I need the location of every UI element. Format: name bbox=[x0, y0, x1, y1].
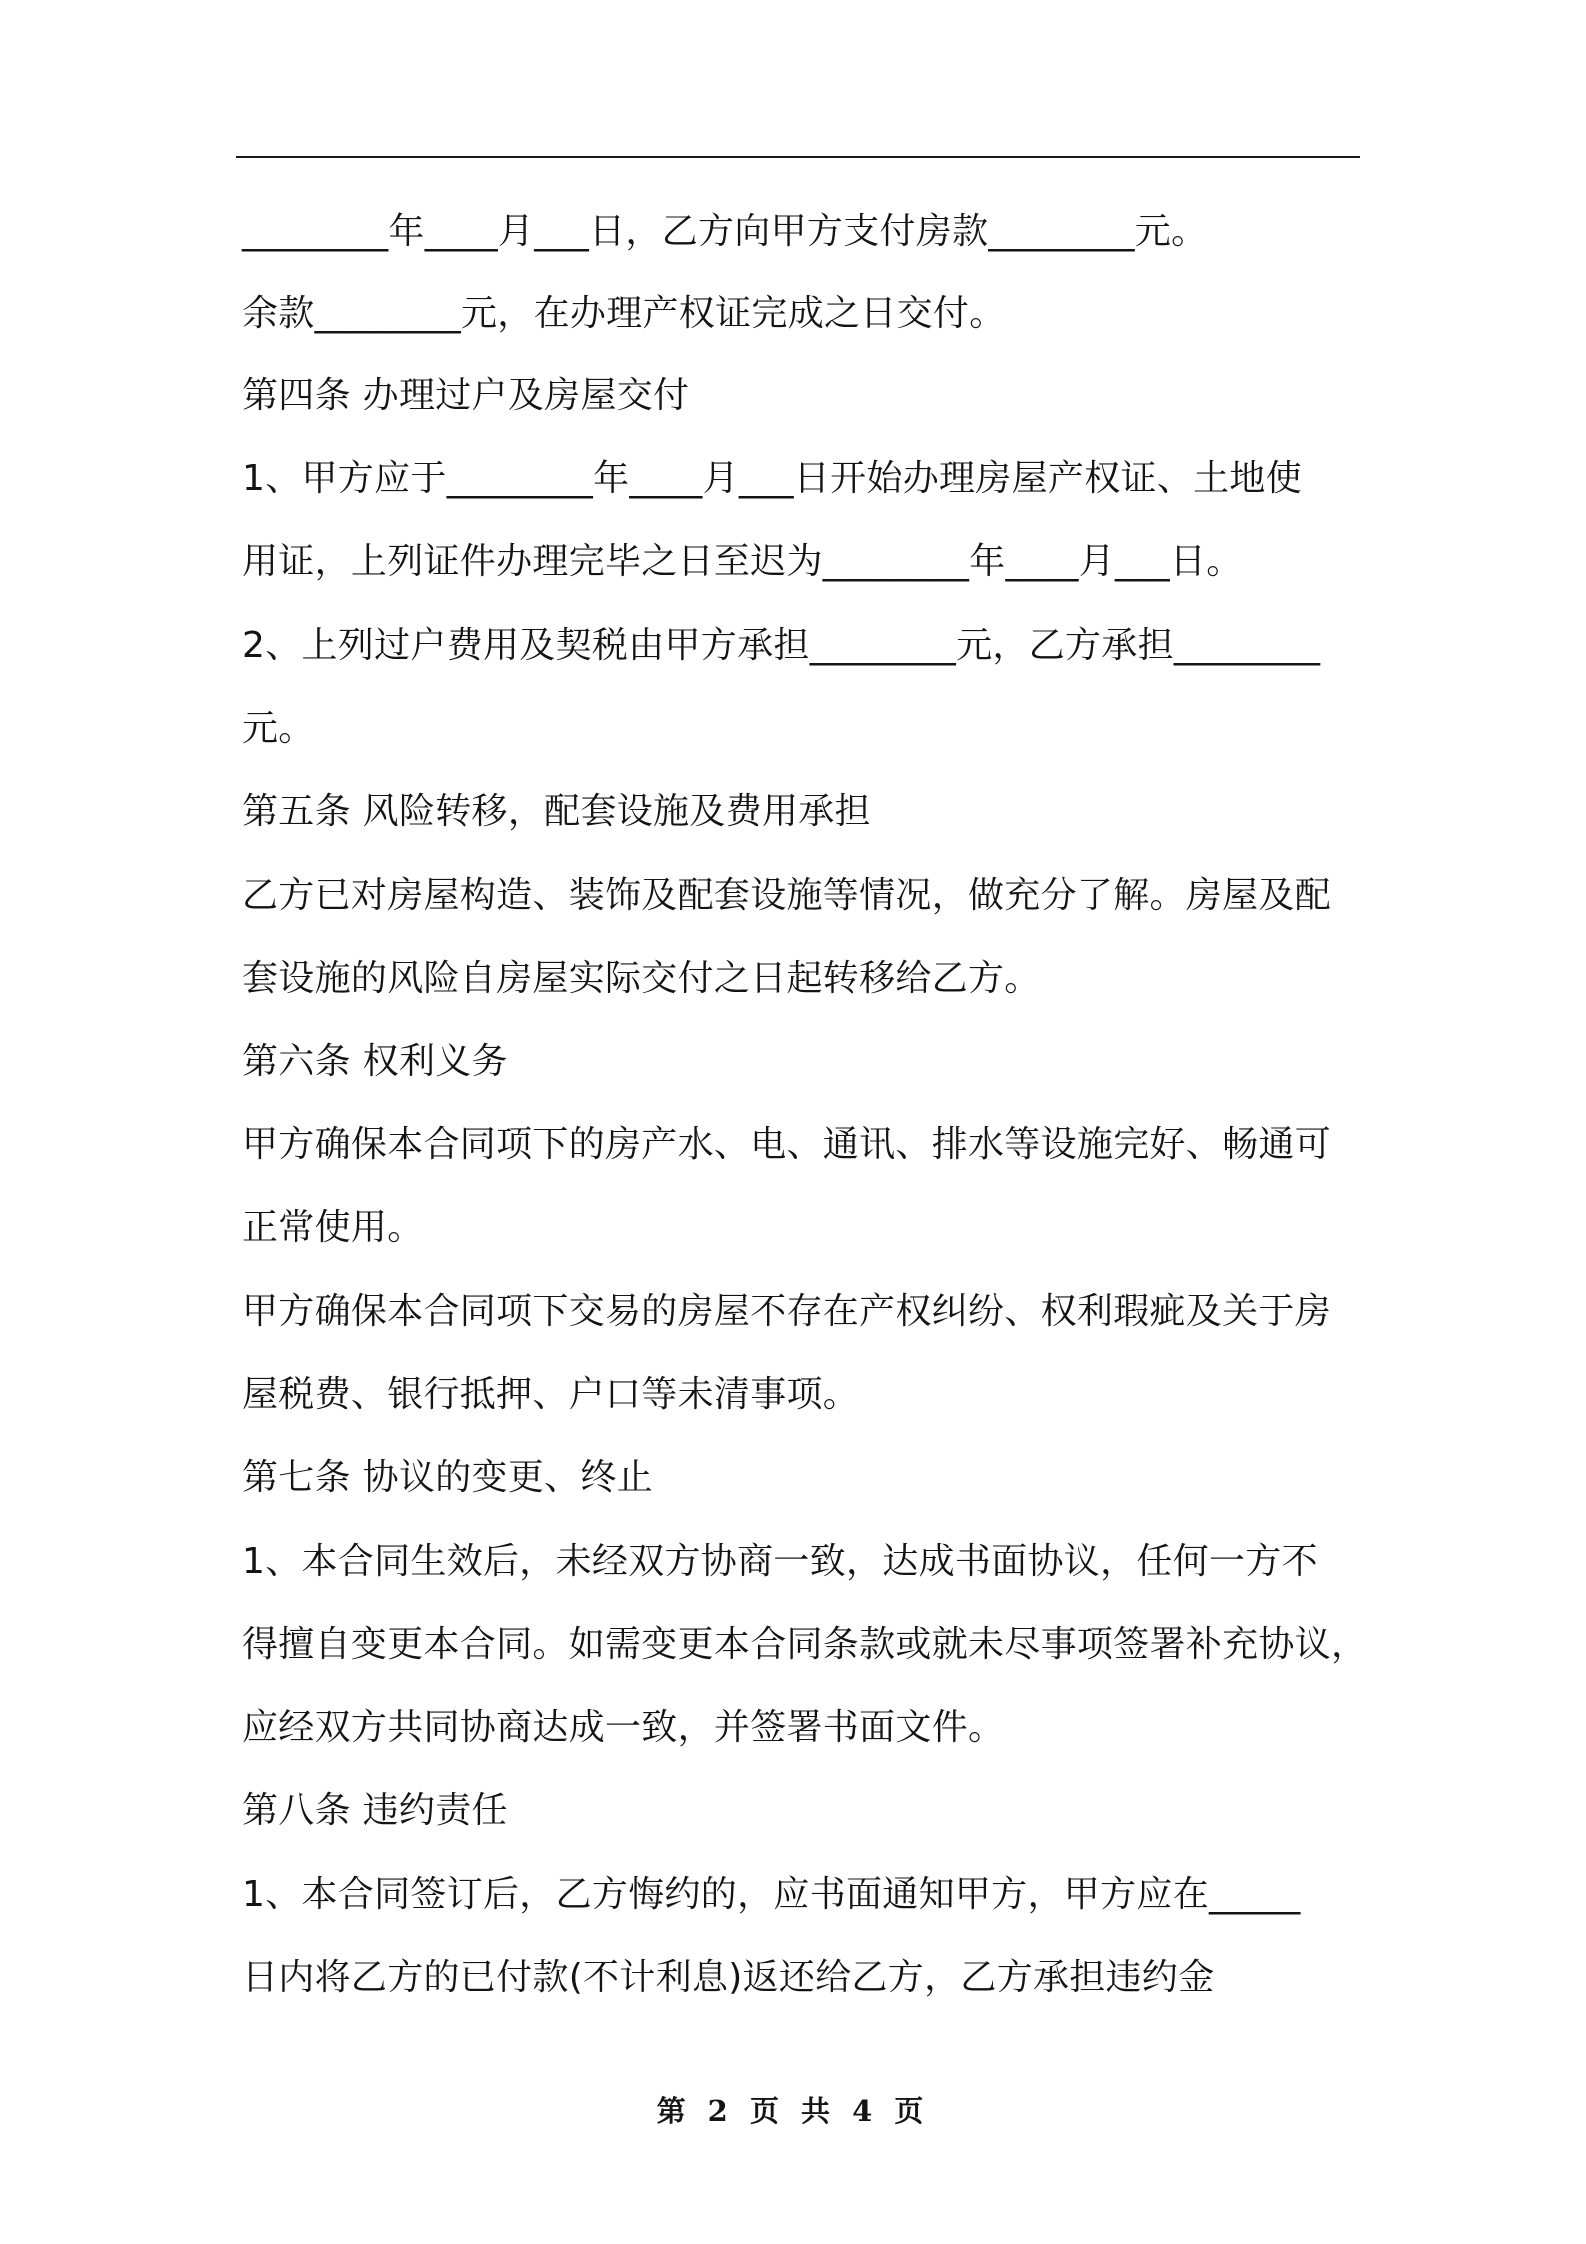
section-heading-5: 第五条 风险转移，配套设施及费用承担 bbox=[242, 791, 871, 832]
body-line-13: 正常使用。 bbox=[242, 1207, 424, 1248]
body-line-22: 日内将乙方的已付款(不计利息)返还给乙方，乙方承担违约金 bbox=[242, 1957, 1215, 1998]
body-line-6: 2、上列过户费用及契税由甲方承担________元，乙方承担________ bbox=[242, 625, 1321, 666]
section-heading-6: 第六条 权利义务 bbox=[242, 1041, 508, 1082]
body-line-7: 元。 bbox=[242, 708, 315, 749]
section-heading-8: 第八条 违约责任 bbox=[242, 1790, 508, 1831]
body-line-12: 甲方确保本合同项下的房产水、电、通讯、排水等设施完好、畅通可 bbox=[242, 1124, 1332, 1165]
body-line-14: 甲方确保本合同项下交易的房屋不存在产权纠纷、权利瑕疵及关于房 bbox=[242, 1291, 1332, 1332]
body-line-18: 得擅自变更本合同。如需变更本合同条款或就未尽事项签署补充协议， bbox=[242, 1624, 1368, 1665]
body-line-9: 乙方已对房屋构造、装饰及配套设施等情况，做充分了解。房屋及配 bbox=[242, 875, 1332, 916]
header-rule bbox=[236, 156, 1360, 158]
body-line-10: 套设施的风险自房屋实际交付之日起转移给乙方。 bbox=[242, 958, 1041, 999]
body-line-4: 1、甲方应于________年____月___日开始办理房屋产权证、土地使 bbox=[242, 458, 1303, 499]
body-line-19: 应经双方共同协商达成一致，并签署书面文件。 bbox=[242, 1707, 1005, 1748]
section-heading-7: 第七条 协议的变更、终止 bbox=[242, 1457, 654, 1498]
section-heading-4: 第四条 办理过户及房屋交付 bbox=[242, 375, 690, 416]
body-line-2: 余款________元，在办理产权证完成之日交付。 bbox=[242, 293, 1006, 334]
body-line-5: 用证，上列证件办理完毕之日至迟为________年____月___日。 bbox=[242, 541, 1243, 582]
body-line-21: 1、本合同签订后，乙方悔约的，应书面通知甲方，甲方应在_____ bbox=[242, 1874, 1301, 1915]
body-line-15: 屋税费、银行抵押、户口等未清事项。 bbox=[242, 1374, 860, 1415]
body-line-17: 1、本合同生效后，未经双方协商一致，达成书面协议，任何一方不 bbox=[242, 1541, 1318, 1582]
page-number: 第 2 页 共 4 页 bbox=[656, 2094, 930, 2128]
body-line-1: ________年____月___日，乙方向甲方支付房款________元。 bbox=[242, 211, 1208, 252]
